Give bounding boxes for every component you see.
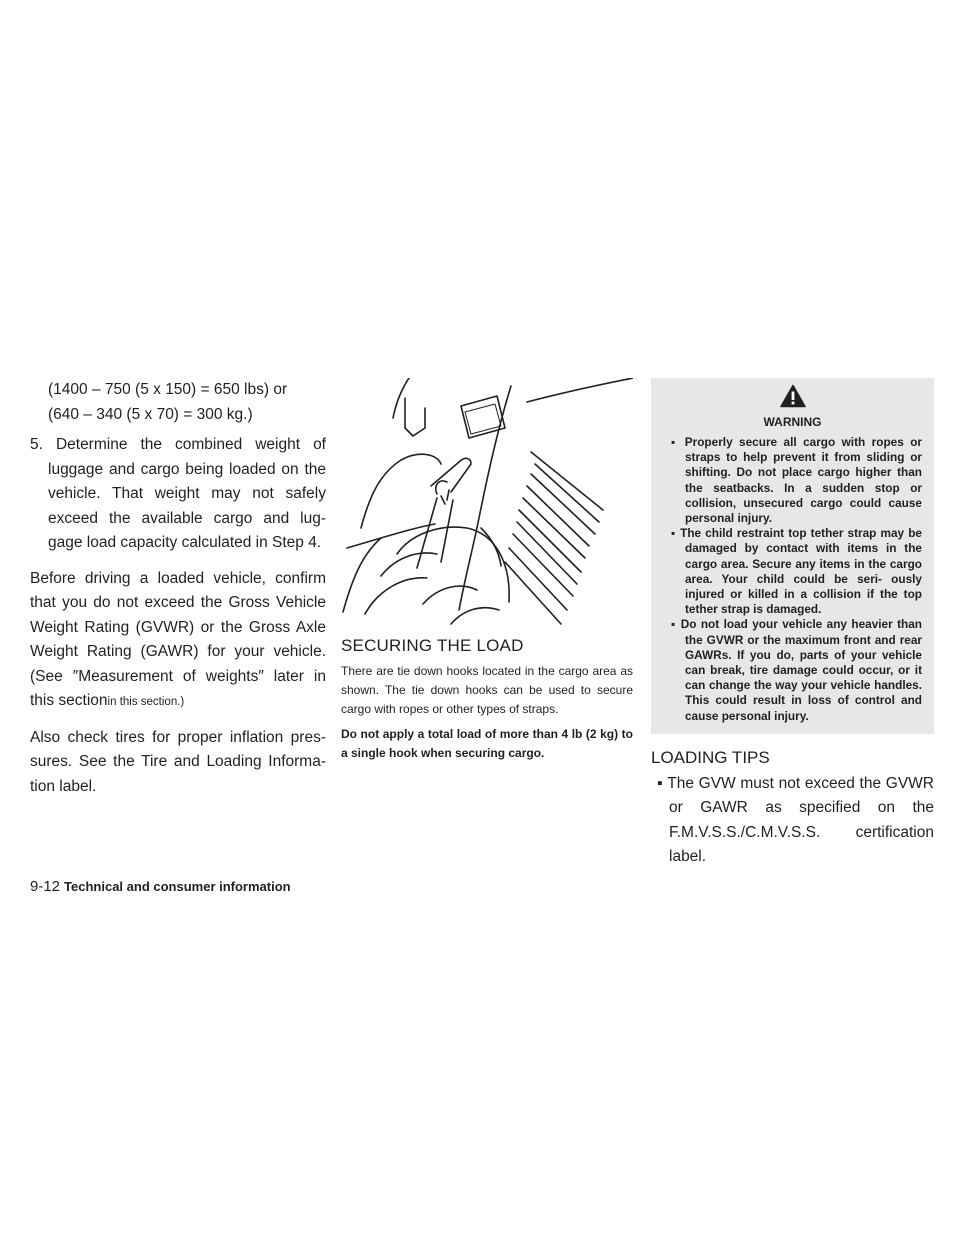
page-number: 9-12 <box>30 878 61 895</box>
paragraph-small-text: in this section.) <box>107 696 185 708</box>
warning-item: ▪ Do not load your vehicle any heavier than the GVWR or the maximum front and rear GAWRs. If you do, parts of your vehicle can break, tire damage could occur, or it can change the way your vehicle handles. This could result in loss of control and cause personal injury. <box>671 617 922 723</box>
tie-down-hook-illustration <box>341 378 633 630</box>
middle-column <box>341 378 633 763</box>
loading-tips-heading: LOADING TIPS <box>651 747 770 767</box>
warning-title: WARNING <box>763 415 822 429</box>
loaded-vehicle-paragraph <box>30 567 326 715</box>
hook-load-caution: Do not apply a total load of more than 4 lb (2 kg) to a single hook when securing cargo. <box>341 727 633 760</box>
step-5: 5. Determine the combined weight of luggage and cargo being loaded on the vehicle. That weight may not safely exceed the available cargo and lug- gage load capacity calculated in Step 4. <box>30 436 326 551</box>
formula-line: (640 – 340 (5 x 70) = 300 kg.) <box>48 405 253 423</box>
loading-tip-item: ▪ The GVW must not exceed the GVWR or GAWR as specified on the F.M.V.S.S./C.M.V.S.S. certification label. <box>657 774 934 866</box>
tire-pressure-paragraph: Also check tires for proper inflation pres- sures. See the Tire and Loading Informa- tion label. <box>30 728 326 795</box>
formula-line: (1400 – 750 (5 x 150) = 650 lbs) or <box>48 381 288 398</box>
tie-down-hooks-text: There are tie down hooks located in the cargo area as shown. The tie down hooks can be used to secure cargo with ropes or other types of straps. <box>341 664 633 716</box>
warning-box <box>651 378 934 734</box>
warning-item: ▪ The child restraint top tether strap may be damaged by contact with items in the cargo area. Secure any items in the cargo area. Your child could be seri- ously injured or killed in a collision if the top tether strap is damaged. <box>671 526 922 617</box>
paragraph-main-text: Before driving a loaded vehicle, confirm that you do not exceed the Gross Vehicle Weight Rating (GVWR) or the Gross Axle Weight Rating (GAWR) for your vehicle. (See ″Measurement of weights″ later in this section <box>30 569 326 709</box>
chapter-title: Technical and consumer information <box>64 879 291 894</box>
right-column <box>651 378 934 870</box>
warning-item: ▪ Properly secure all cargo with ropes or straps to help prevent it from sliding or shifting. Do not place cargo higher than the seatbacks. In a sudden stop or collision, unsecured cargo could cause personal injury. <box>671 435 922 526</box>
warning-triangle-icon <box>780 384 806 408</box>
securing-load-heading: SECURING THE LOAD <box>341 636 524 655</box>
warning-header <box>663 384 922 429</box>
page-footer <box>30 878 291 895</box>
left-column <box>30 378 326 799</box>
